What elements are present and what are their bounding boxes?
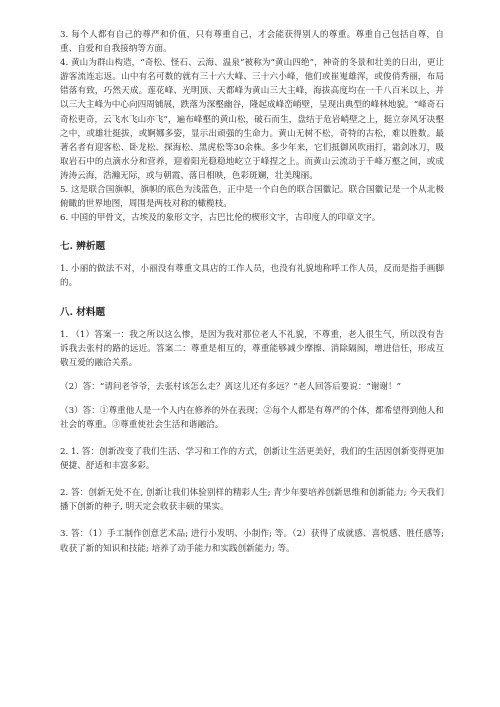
analysis-answer-1: 1. 小丽的做法不对，小丽没有尊重文具店的工作人员，也没有礼貌地称呼工作人员，反而是指手画脚的。 [60,264,444,289]
answer-6: 6. 中国的甲骨文，古埃及的象形文字，古巴比伦的楔形文字，古印度人的印章文字。 [60,213,381,224]
material-answer-2-part1: 2. 1. 答：创新改变了我们生活、学习和工作的方式，创新让生活更美好，我们的生活因创新变得更加便捷、舒适和丰富多彩。 [60,447,444,472]
material-answer-2-part2: 2. 答：创新无处不在, 创新让我们体验别样的精彩人生; 青少年要培养创新思维和创新能力; 今天我们播下创新的种子, 明天定会收获丰硕的果实。 [60,488,444,513]
section-heading-7: 七. 辨析题 [60,241,106,253]
answer-4: 4. 黄山为群山构造，“奇松、怪石、云海、温泉”被称为“黄山四绝”，神奇的冬景和壮美的日出，更让游客流连忘返。山中有名可数的就有三十六大峰、三十六小峰，他们或崔嵬雄浑，或俊俏秀丽，布局错落有致，巧然天成。莲花峰、光明顶、天都峰为黄山三大主峰，海拔高度均在一千八百米以上，并以三大主峰为中心向四周铺展，跌落为深壑幽谷，隆起成峰峦峭壁，呈现出典型的峰林地貌。“峰奇石奇松更奇，云飞水飞山亦飞”，遍布峰壑的黄山松，破石而生，盘结于危岩峭壁之上，挺立奈风牙决壑之中，或雄壮挺拔，或婀娜多姿，显示出顽强的生命力。黄山无树不松，奇特的古松，难以胜数。最著名者有迎客松、卧龙松、探海松、黑虎松等30余株。多少年来，它们抵御风吹雨打，霜剑冰刀，吸取岩石中的点滴水分和营养，迎着阳光稳稳地屹立于峰捏之上。而黄山云流动于千峰万壑之间，或成涛涛云海，浩瀚无际，或与朝霞、落日相映，色彩斑斓，壮美瑰丽。 [60,58,444,181]
material-answer-3: 3. 答：（1）手工制作创意艺术品; 进行小发明、小制作; 等。（2）获得了成就感、喜悦感、胜任感等; 收获了新的知识和技能; 培养了动手能力和实践创新能力; 等。 [60,529,444,554]
answer-5: 5. 这是联合国旗帜，旗帜的底色为浅蓝色，正中是一个白色的联合国徽记。联合国徽记是一个从北极俯瞰的世界地图，周围是两枝对称的橄榄枝。 [60,185,444,210]
section-heading-8: 八. 材料题 [60,306,106,318]
material-answer-1-part1: 1. （1）答案一：我之所以这么惨，是因为我对那位老人不礼貌，不尊重，老人很生气，所以没有告诉我去张村的路的远近。答案二：尊重是相互的，尊重能够减少摩擦、消除隔阂，增进信任，形成互敬互爱的融洽关系。 [60,329,444,368]
material-answer-1-part2: （2）答：“请问老爷爷，去张村该怎么走？离这儿还有多远？”老人回答后要说：“谢谢！” [60,381,402,392]
answer-3: 3. 每个人都有自己的尊严和价值，只有尊重自己，才会能获得别人的尊重。尊重自己包括自尊，自重、自爱和自我接纳等方面。 [60,30,444,55]
material-answer-1-part3: （3）答：①尊重他人是一个人内在修养的外在表现；②每个人都是有尊严的个体，都希望得到他人和社会的尊重。③尊重使社会生活和谐融洽。 [60,405,444,430]
